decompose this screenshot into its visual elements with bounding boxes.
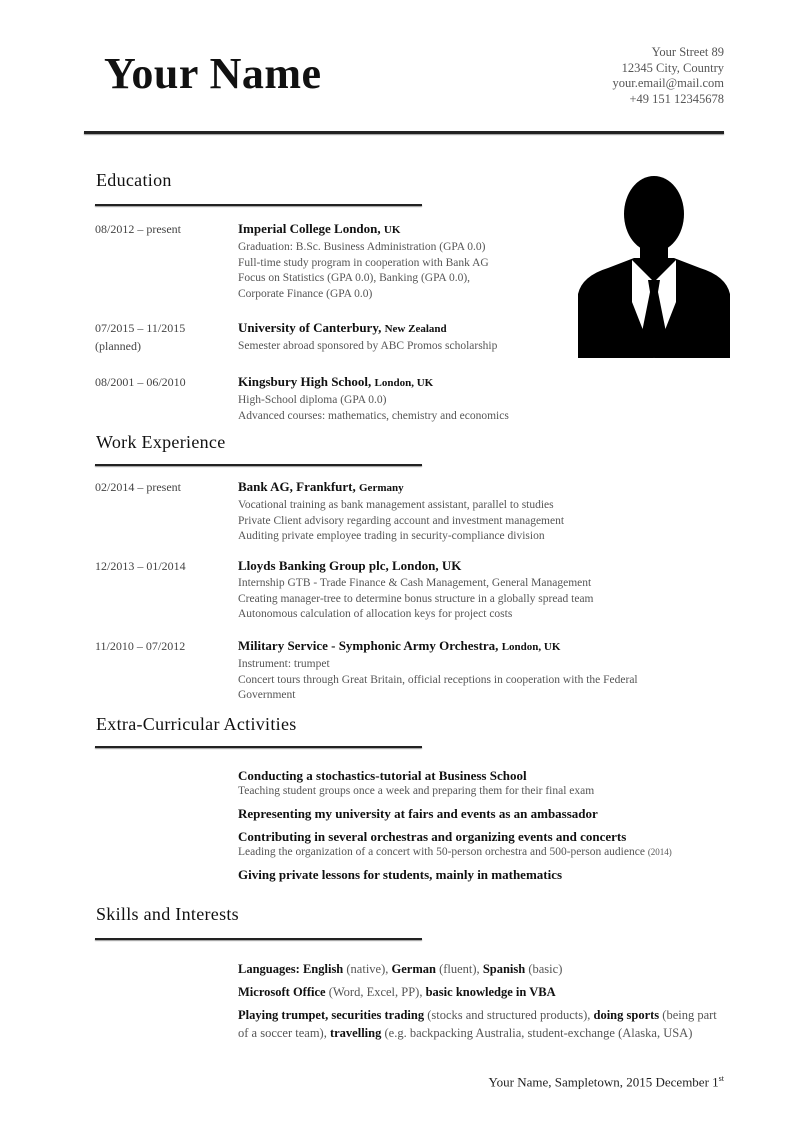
entry-desc: Graduation: B.Sc. Business Administration (GPA 0.0) — [238, 241, 486, 253]
contact-block — [613, 45, 725, 107]
education-divider — [95, 204, 422, 206]
city-country: 12345 City, Country — [621, 60, 724, 75]
entry-desc: Government — [238, 689, 296, 701]
entry-desc: Autonomous calculation of allocation keys for project costs — [238, 608, 513, 620]
header-divider — [84, 131, 724, 134]
entry-desc: Creating manager-tree to determine bonus structure in a globally spread team — [238, 592, 594, 605]
entry-date: 02/2014 – present — [95, 480, 181, 494]
street-address: Your Street 89 — [651, 45, 724, 59]
signature-line: Your Name, Sampletown, 2015 December 1st — [488, 1074, 724, 1090]
skill-office: Microsoft Office (Word, Excel, PP), basic knowledge in VBA — [238, 985, 556, 999]
entry-desc: Private Client advisory regarding account and investment management — [238, 514, 565, 527]
entry-date: 08/2012 – present — [95, 222, 181, 236]
entry-title: Lloyds Banking Group plc, London, UK — [238, 558, 462, 573]
extra-heading: Extra-Curricular Activities — [96, 714, 297, 734]
entry-date: 12/2013 – 01/2014 — [95, 559, 186, 573]
entry-date: 08/2001 – 06/2010 — [95, 375, 186, 389]
skill-interests: Playing trumpet, securities trading (stocks and structured products), doing sports (being part of a soccer team), travelling (e.g. backpacking Australia, student-exchange (Alaska, USA) — [238, 1008, 717, 1040]
work-divider — [95, 464, 422, 466]
entry-desc: Semester abroad sponsored by ABC Promos scholarship — [238, 340, 498, 352]
entry-desc: Concert tours through Great Britain, official receptions in cooperation with the Federal — [238, 673, 638, 686]
activity-item — [238, 867, 738, 883]
entry-location: London, UK — [374, 377, 434, 389]
activity-desc: Leading the organization of a concert with 50-person orchestra and 500-person audience (2014) — [238, 846, 672, 858]
entry-title: Military Service - Symphonic Army Orchestra, London, UK — [238, 638, 561, 653]
entry-title: Imperial College London, UK — [238, 221, 401, 236]
entry-desc: Full-time study program in cooperation with Bank AG — [238, 256, 489, 269]
entry-desc: Corporate Finance (GPA 0.0) — [238, 287, 373, 300]
entry-location: UK — [383, 224, 401, 236]
entry-desc: High-School diploma (GPA 0.0) — [238, 394, 387, 406]
entry-date: 07/2015 – 11/2015 (planned) — [95, 321, 186, 353]
entry-desc: Advanced courses: mathematics, chemistry and economics — [238, 409, 509, 422]
phone-number: +49 151 12345678 — [629, 91, 724, 106]
entry-desc: Focus on Statistics (GPA 0.0), Banking (GPA 0.0), — [238, 272, 471, 284]
activity-title: Conducting a stochastics-tutorial at Business School — [238, 768, 527, 783]
skill-languages: Languages: English (native), German (fluent), Spanish (basic) — [238, 962, 563, 976]
activity-title: Contributing in several orchestras and organizing events and concerts — [238, 829, 627, 844]
entry-location: New Zealand — [384, 323, 447, 335]
email-address: your.email@mail.com — [612, 76, 724, 90]
activity-item — [238, 806, 738, 822]
entry-desc: Instrument: trumpet — [238, 658, 330, 670]
entry-desc: Auditing private employee trading in security-compliance division — [238, 530, 545, 542]
entry-desc: Vocational training as bank management assistant, parallel to studies — [238, 499, 554, 511]
entry-title: Kingsbury High School, London, UK — [238, 374, 434, 389]
entry-date: 11/2010 – 07/2012 — [95, 639, 186, 653]
extra-divider — [95, 746, 422, 748]
skills-heading: Skills and Interests — [96, 904, 239, 924]
activity-desc: Teaching student groups once a week and preparing them for their final exam — [238, 785, 595, 797]
activity-title: Giving private lessons for students, mainly in mathematics — [238, 867, 563, 882]
work-heading: Work Experience — [96, 432, 226, 452]
entry-title: Bank AG, Frankfurt, Germany — [238, 479, 404, 494]
entry-desc: Internship GTB - Trade Finance & Cash Management, General Management — [238, 577, 592, 589]
activity-item — [238, 768, 738, 800]
entry-location: Germany — [359, 482, 404, 494]
activity-item — [238, 829, 738, 861]
education-heading: Education — [96, 170, 172, 190]
entry-title: University of Canterbury, New Zealand — [238, 320, 447, 335]
applicant-name: Your Name — [104, 49, 322, 98]
activity-title: Representing my university at fairs and events as an ambassador — [238, 806, 598, 821]
entry-location: London, UK — [501, 641, 561, 653]
skills-divider — [95, 938, 422, 940]
